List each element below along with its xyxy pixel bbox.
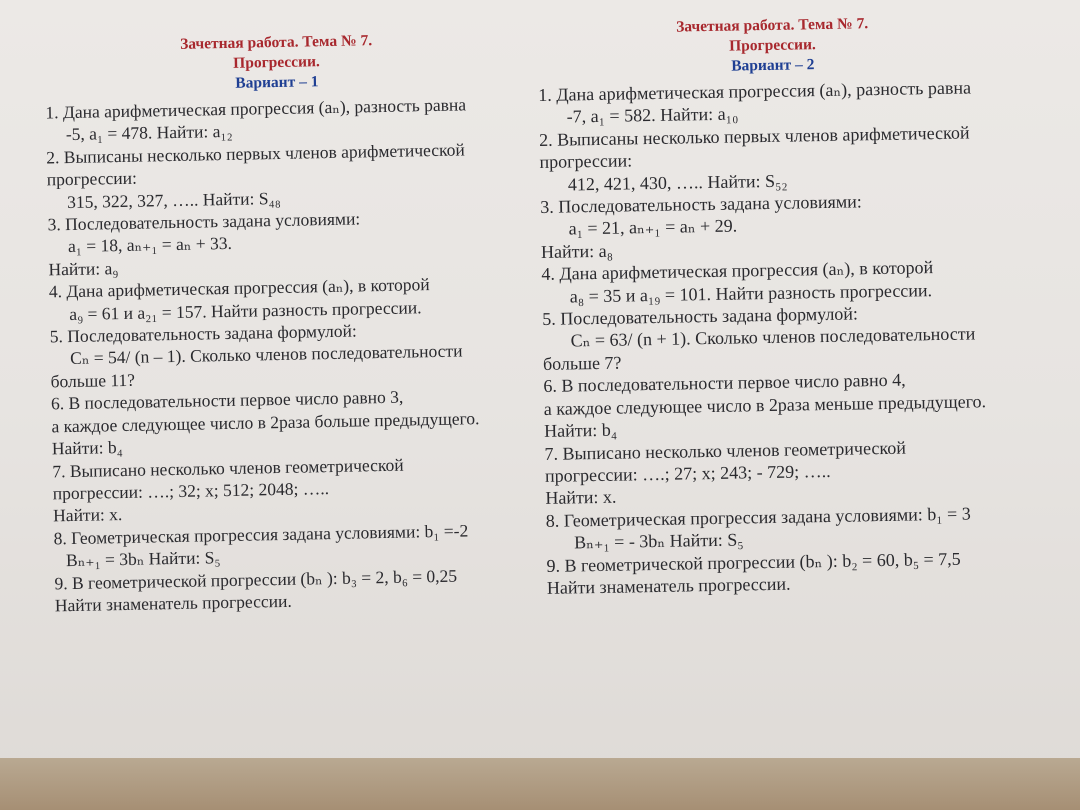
task-line: больше 7?	[542, 352, 622, 374]
task-line: Найти: b₄	[51, 437, 123, 459]
task-line: прогрессии:	[539, 150, 633, 173]
task-line: Найти: a₈	[540, 240, 614, 262]
task-line: Найти знаменатель прогрессии.	[54, 590, 292, 616]
task-line: прогрессии: ….; 27; x; 243; - 729; …..	[544, 460, 831, 486]
task-line: прогрессии:	[46, 167, 138, 190]
variant-2-label: Вариант – 2	[731, 56, 815, 75]
task-line: Bₙ₊₁ = - 3bₙ Найти: S₅	[573, 529, 744, 553]
task-line: 9. В геометрической прогрессии (bₙ ): b₂ = 60, b₅ = 7,5	[546, 548, 961, 576]
task-line: 4. Дана арифметическая прогрессия (aₙ), в которой	[541, 257, 934, 285]
task-line: 6. В последовательности первое число равно 3,	[50, 386, 404, 414]
task-line: больше 11?	[50, 369, 136, 392]
task-line: 315, 322, 327, ….. Найти: S₄₈	[66, 187, 281, 212]
task-line: 3. Последовательность задана условиями:	[540, 191, 862, 218]
task-line: 7. Выписано несколько членов геометрической	[52, 454, 404, 481]
task-line: 1. Дана арифметическая прогрессия (aₙ), разность равна	[538, 77, 972, 105]
variant-1-subtitle: Прогрессии.	[233, 53, 321, 72]
task-line: 7. Выписано несколько членов геометрической	[544, 437, 907, 464]
task-line: 2. Выписаны несколько первых членов арифметической	[538, 122, 970, 150]
task-line: 9. В геометрической прогрессии (bₙ ): b₃ = 2, b₆ = 0,25	[54, 565, 458, 593]
task-line: 6. В последовательности первое число равно 4,	[543, 369, 906, 397]
table-surface	[0, 758, 1080, 810]
task-line: Найти: a₉	[48, 257, 119, 280]
variant-1-title: Зачетная работа. Тема № 7.	[179, 32, 373, 53]
variant-1-label: Вариант – 1	[235, 73, 319, 92]
variant-2-column	[537, 11, 1072, 599]
task-line: 412, 421, 430, ….. Найти: S₅₂	[567, 170, 788, 195]
variant-2-subtitle: Прогрессии.	[729, 36, 816, 55]
task-line: -7, a₁ = 582. Найти: a₁₀	[566, 103, 739, 127]
variant-2-tasks	[538, 75, 1072, 599]
task-line: 5. Последовательность задана формулой:	[49, 320, 357, 347]
task-line: 1. Дана арифметическая прогрессия (aₙ), разность равна	[45, 94, 467, 123]
variant-2-title: Зачетная работа. Тема № 7.	[675, 15, 869, 36]
task-line: а каждое следующее число в 2раза больше предыдущего.	[51, 407, 480, 437]
task-line: 5. Последовательность задана формулой:	[542, 303, 859, 330]
task-line: -5, a₁ = 478. Найти: a₁₂	[65, 121, 233, 145]
task-line: a₉ = 61 и a₂₁ = 157. Найти разность прогрессии.	[69, 296, 422, 324]
task-line: прогрессии: ….; 32; x; 512; 2048; …..	[52, 477, 330, 504]
task-line: Bₙ₊₁ = 3bₙ Найти: S₅	[65, 547, 221, 571]
task-line: Найти: x.	[545, 486, 617, 509]
task-line: 8. Геометрическая прогрессия задана условиями: b₁ = 3	[545, 503, 971, 531]
task-line: 8. Геометрическая прогрессия задана условиями: b₁ =-2	[53, 520, 469, 549]
task-line: a₁ = 21, aₙ₊₁ = aₙ + 29.	[568, 215, 738, 239]
task-line: 4. Дана арифметическая прогрессия (aₙ), в которой	[48, 274, 430, 302]
task-line: Найти: b₄	[544, 419, 618, 442]
task-line: Cₙ = 63/ (n + 1). Сколько членов последовательности	[570, 323, 976, 351]
task-line: a₁ = 18, aₙ₊₁ = aₙ + 33.	[67, 233, 233, 257]
task-line: Найти знаменатель прогрессии.	[546, 573, 791, 598]
task-line: 2. Выписаны несколько первых членов арифметической	[46, 139, 465, 168]
variant-1-column	[16, 28, 527, 617]
task-line: 3. Последовательность задана условиями:	[47, 208, 361, 235]
task-line: Найти: x.	[52, 504, 123, 526]
task-line: a₈ = 35 и a₁₉ = 101. Найти разность прогрессии.	[569, 279, 933, 307]
task-line: а каждое следующее число в 2раза меньше предыдущего.	[543, 390, 987, 419]
variant-1-tasks	[17, 92, 527, 617]
task-line: Cₙ = 54/ (n – 1). Сколько членов последовательности	[69, 340, 463, 369]
